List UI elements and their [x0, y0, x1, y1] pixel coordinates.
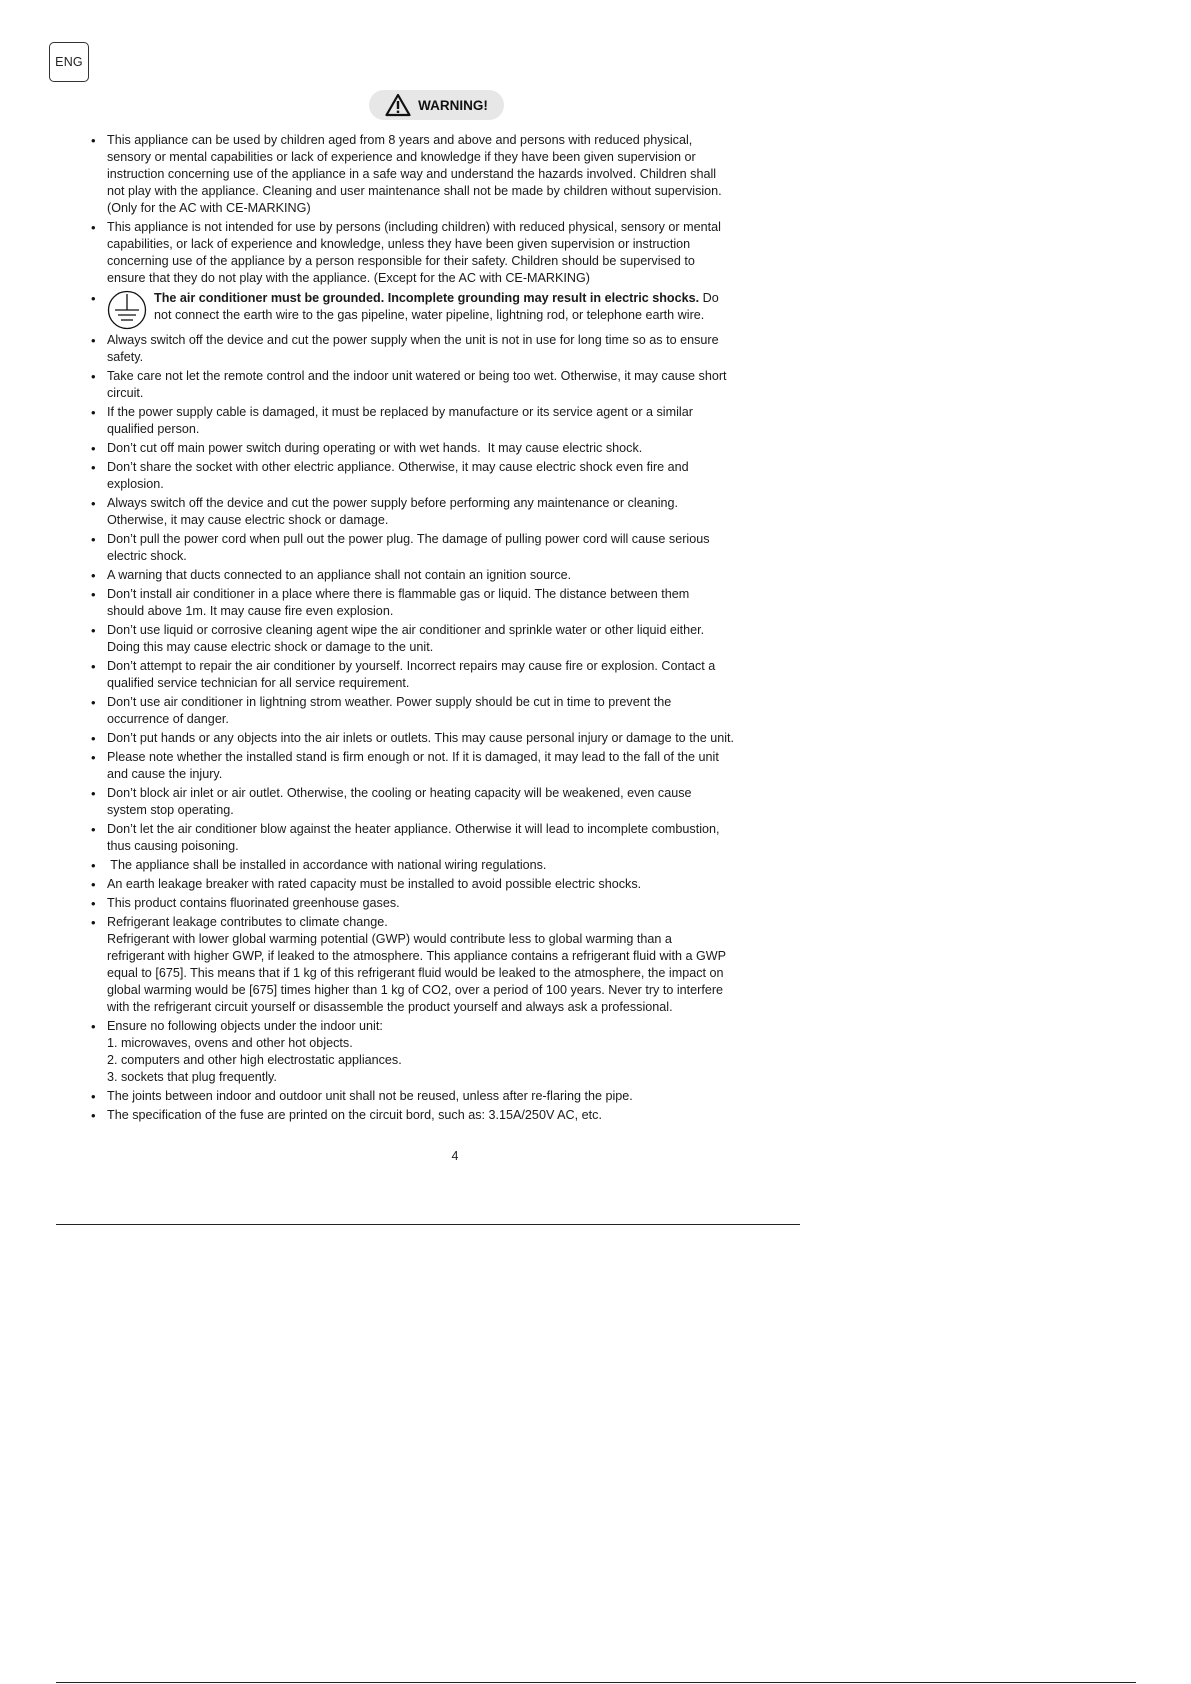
list-item-line: • Always switch off the device and cut the power supply when the unit is not in use for long time so as to ensure — [107, 333, 719, 347]
list-item-line: 2. computers and other high electrostatic appliances. — [107, 1053, 402, 1067]
list-item-line: • Refrigerant leakage contributes to climate change. — [107, 915, 388, 929]
list-item-line: 1. microwaves, ovens and other hot objects. — [107, 1036, 353, 1050]
list-item-line: • Don’t put hands or any objects into the air inlets or outlets. This may cause personal injury or damage to the unit. — [107, 731, 735, 745]
list-item — [88, 495, 788, 529]
grounding-warning — [107, 290, 788, 330]
list-item-line: thus causing poisoning. — [107, 839, 239, 853]
list-item-line: • The joints between indoor and outdoor unit shall not be reused, unless after re-flaring the pipe. — [107, 1089, 633, 1103]
list-item — [88, 219, 788, 287]
list-item-line: Otherwise, it may cause electric shock or damage. — [107, 513, 389, 527]
grounding-line-2: not connect the earth wire to the gas pipeline, water pipeline, lightning rod, or telephone earth wire. — [154, 308, 705, 322]
list-item-line: electric shock. — [107, 549, 187, 563]
warning-heading — [369, 90, 504, 120]
list-item-line: • Don’t use air conditioner in lightning strom weather. Power supply should be cut in time to prevent the — [107, 695, 672, 709]
list-item — [88, 857, 788, 874]
list-item-line: sensory or mental capabilities or lack of experience and knowledge if they have been given supervision or — [107, 150, 696, 164]
grounding-bold-text: The air conditioner must be grounded. Incomplete grounding may result in electric shocks. — [154, 291, 700, 305]
list-item-line: (Only for the AC with CE-MARKING) — [107, 201, 311, 215]
list-item-line: explosion. — [107, 477, 164, 491]
list-item-line: equal to [675]. This means that if 1 kg of this refrigerant fluid would be leaked to the atmosphere, the impact on — [107, 966, 724, 980]
list-item — [88, 785, 788, 819]
list-item — [88, 404, 788, 438]
list-item — [88, 914, 788, 1016]
list-item-line: 3. sockets that plug frequently. — [107, 1070, 277, 1084]
grounding-rest-text: Do — [699, 291, 719, 305]
list-item-line: capabilities, or lack of experience and knowledge, unless they have been given supervision or instruction — [107, 237, 691, 251]
list-item — [88, 586, 788, 620]
list-item-line: occurrence of danger. — [107, 712, 229, 726]
list-item — [88, 1107, 788, 1124]
list-item-line: • Please note whether the installed stand is firm enough or not. If it is damaged, it may lead to the fall of the unit — [107, 750, 719, 764]
list-item-line: • Always switch off the device and cut the power supply before performing any maintenance or cleaning. — [107, 496, 679, 510]
list-item-line: refrigerant with higher GWP, if leaked to the atmosphere. This appliance contains a refrigerant fluid with a GWP — [107, 949, 727, 963]
list-item-line: Doing this may cause electric shock or damage to the unit. — [107, 640, 434, 654]
list-item — [88, 332, 788, 366]
list-item — [88, 531, 788, 565]
list-item — [88, 290, 788, 330]
list-item — [88, 749, 788, 783]
list-item-line: • Don’t pull the power cord when pull out the power plug. The damage of pulling power cord will cause serious — [107, 532, 710, 546]
list-item-line: • A warning that ducts connected to an appliance shall not contain an ignition source. — [107, 568, 572, 582]
list-item — [88, 821, 788, 855]
bottom-divider-line — [56, 1682, 1136, 1683]
grounding-line-1 — [154, 290, 788, 307]
list-item — [88, 132, 788, 217]
list-item-line: • This appliance is not intended for use by persons (including children) with reduced physical, sensory or mental — [107, 220, 721, 234]
list-item-line: • Take care not let the remote control and the indoor unit watered or being too wet. Otherwise, it may cause short — [107, 369, 727, 383]
language-badge: ENG — [49, 42, 89, 82]
list-item-line: qualified service technician for all service requirement. — [107, 676, 410, 690]
list-item — [88, 567, 788, 584]
list-item — [88, 440, 788, 457]
safety-list — [88, 132, 788, 1124]
list-item — [88, 730, 788, 747]
list-item-line: • This appliance can be used by children aged from 8 years and above and persons with reduced physical, — [107, 133, 693, 147]
list-item-line: • This product contains fluorinated greenhouse gases. — [107, 896, 400, 910]
list-item-line: circuit. — [107, 386, 144, 400]
list-item-line: • Don’t share the socket with other electric appliance. Otherwise, it may cause electric shock even fire and — [107, 460, 689, 474]
list-item-line: global warming would be [675] times higher than 1 kg of CO2, over a period of 100 years. Never try to interfere — [107, 983, 724, 997]
list-item — [88, 622, 788, 656]
list-item — [88, 895, 788, 912]
list-item-line: • An earth leakage breaker with rated capacity must be installed to avoid possible electric shocks. — [107, 877, 642, 891]
page-number: 4 — [451, 1149, 459, 1163]
list-item-line: • The appliance shall be installed in accordance with national wiring regulations. — [107, 858, 547, 872]
grounding-text — [154, 290, 788, 324]
list-item-line: • Don’t cut off main power switch during operating or with wet hands. It may cause electric shock. — [107, 441, 643, 455]
list-item-line: concerning use of the appliance by a person responsible for their safety. Children should be supervised to — [107, 254, 695, 268]
list-item-line: with the refrigerant circuit yourself or disassemble the product yourself and always ask a professional. — [107, 1000, 673, 1014]
list-item — [88, 694, 788, 728]
ground-symbol-icon — [107, 290, 147, 330]
list-item-line: • The specification of the fuse are printed on the circuit bord, such as: 3.15A/250V AC, etc. — [107, 1108, 602, 1122]
list-item-line: Refrigerant with lower global warming potential (GWP) would contribute less to global warming than a — [107, 932, 672, 946]
list-item-line: should above 1m. It may cause fire even explosion. — [107, 604, 394, 618]
list-item-line: instruction concerning use of the appliance in a safe way and understand the hazards involved. Children shall — [107, 167, 717, 181]
list-item — [88, 1018, 788, 1086]
list-item-line: and cause the injury. — [107, 767, 223, 781]
list-item-line: • Don’t install air conditioner in a place where there is flammable gas or liquid. The distance between them — [107, 587, 690, 601]
warning-triangle-icon — [385, 93, 411, 117]
list-item-line: • Don’t attempt to repair the air conditioner by yourself. Incorrect repairs may cause fire or explosion. Contact a — [107, 659, 716, 673]
list-item-line: not play with the appliance. Cleaning and user maintenance shall not be made by children without supervision. — [107, 184, 722, 198]
list-item — [88, 459, 788, 493]
list-item — [88, 876, 788, 893]
list-item-line: • Ensure no following objects under the indoor unit: — [107, 1019, 383, 1033]
warning-label: WARNING! — [418, 97, 488, 113]
list-item-line: safety. — [107, 350, 144, 364]
list-item-line: • Don’t block air inlet or air outlet. Otherwise, the cooling or heating capacity will be weakened, even cause — [107, 786, 692, 800]
divider-line — [56, 1224, 800, 1225]
list-item-line: • Don’t use liquid or corrosive cleaning agent wipe the air conditioner and sprinkle water or other liquid either. — [107, 623, 705, 637]
list-item-line: system stop operating. — [107, 803, 234, 817]
list-item-line: ensure that they do not play with the appliance. (Except for the AC with CE-MARKING) — [107, 271, 590, 285]
list-item-line: • Don’t let the air conditioner blow against the heater appliance. Otherwise it will lead to incomplete combustion, — [107, 822, 720, 836]
list-item — [88, 1088, 788, 1105]
list-item — [88, 658, 788, 692]
list-item-line: qualified person. — [107, 422, 200, 436]
list-item-line: • If the power supply cable is damaged, it must be replaced by manufacture or its service agent or a similar — [107, 405, 693, 419]
list-item — [88, 368, 788, 402]
